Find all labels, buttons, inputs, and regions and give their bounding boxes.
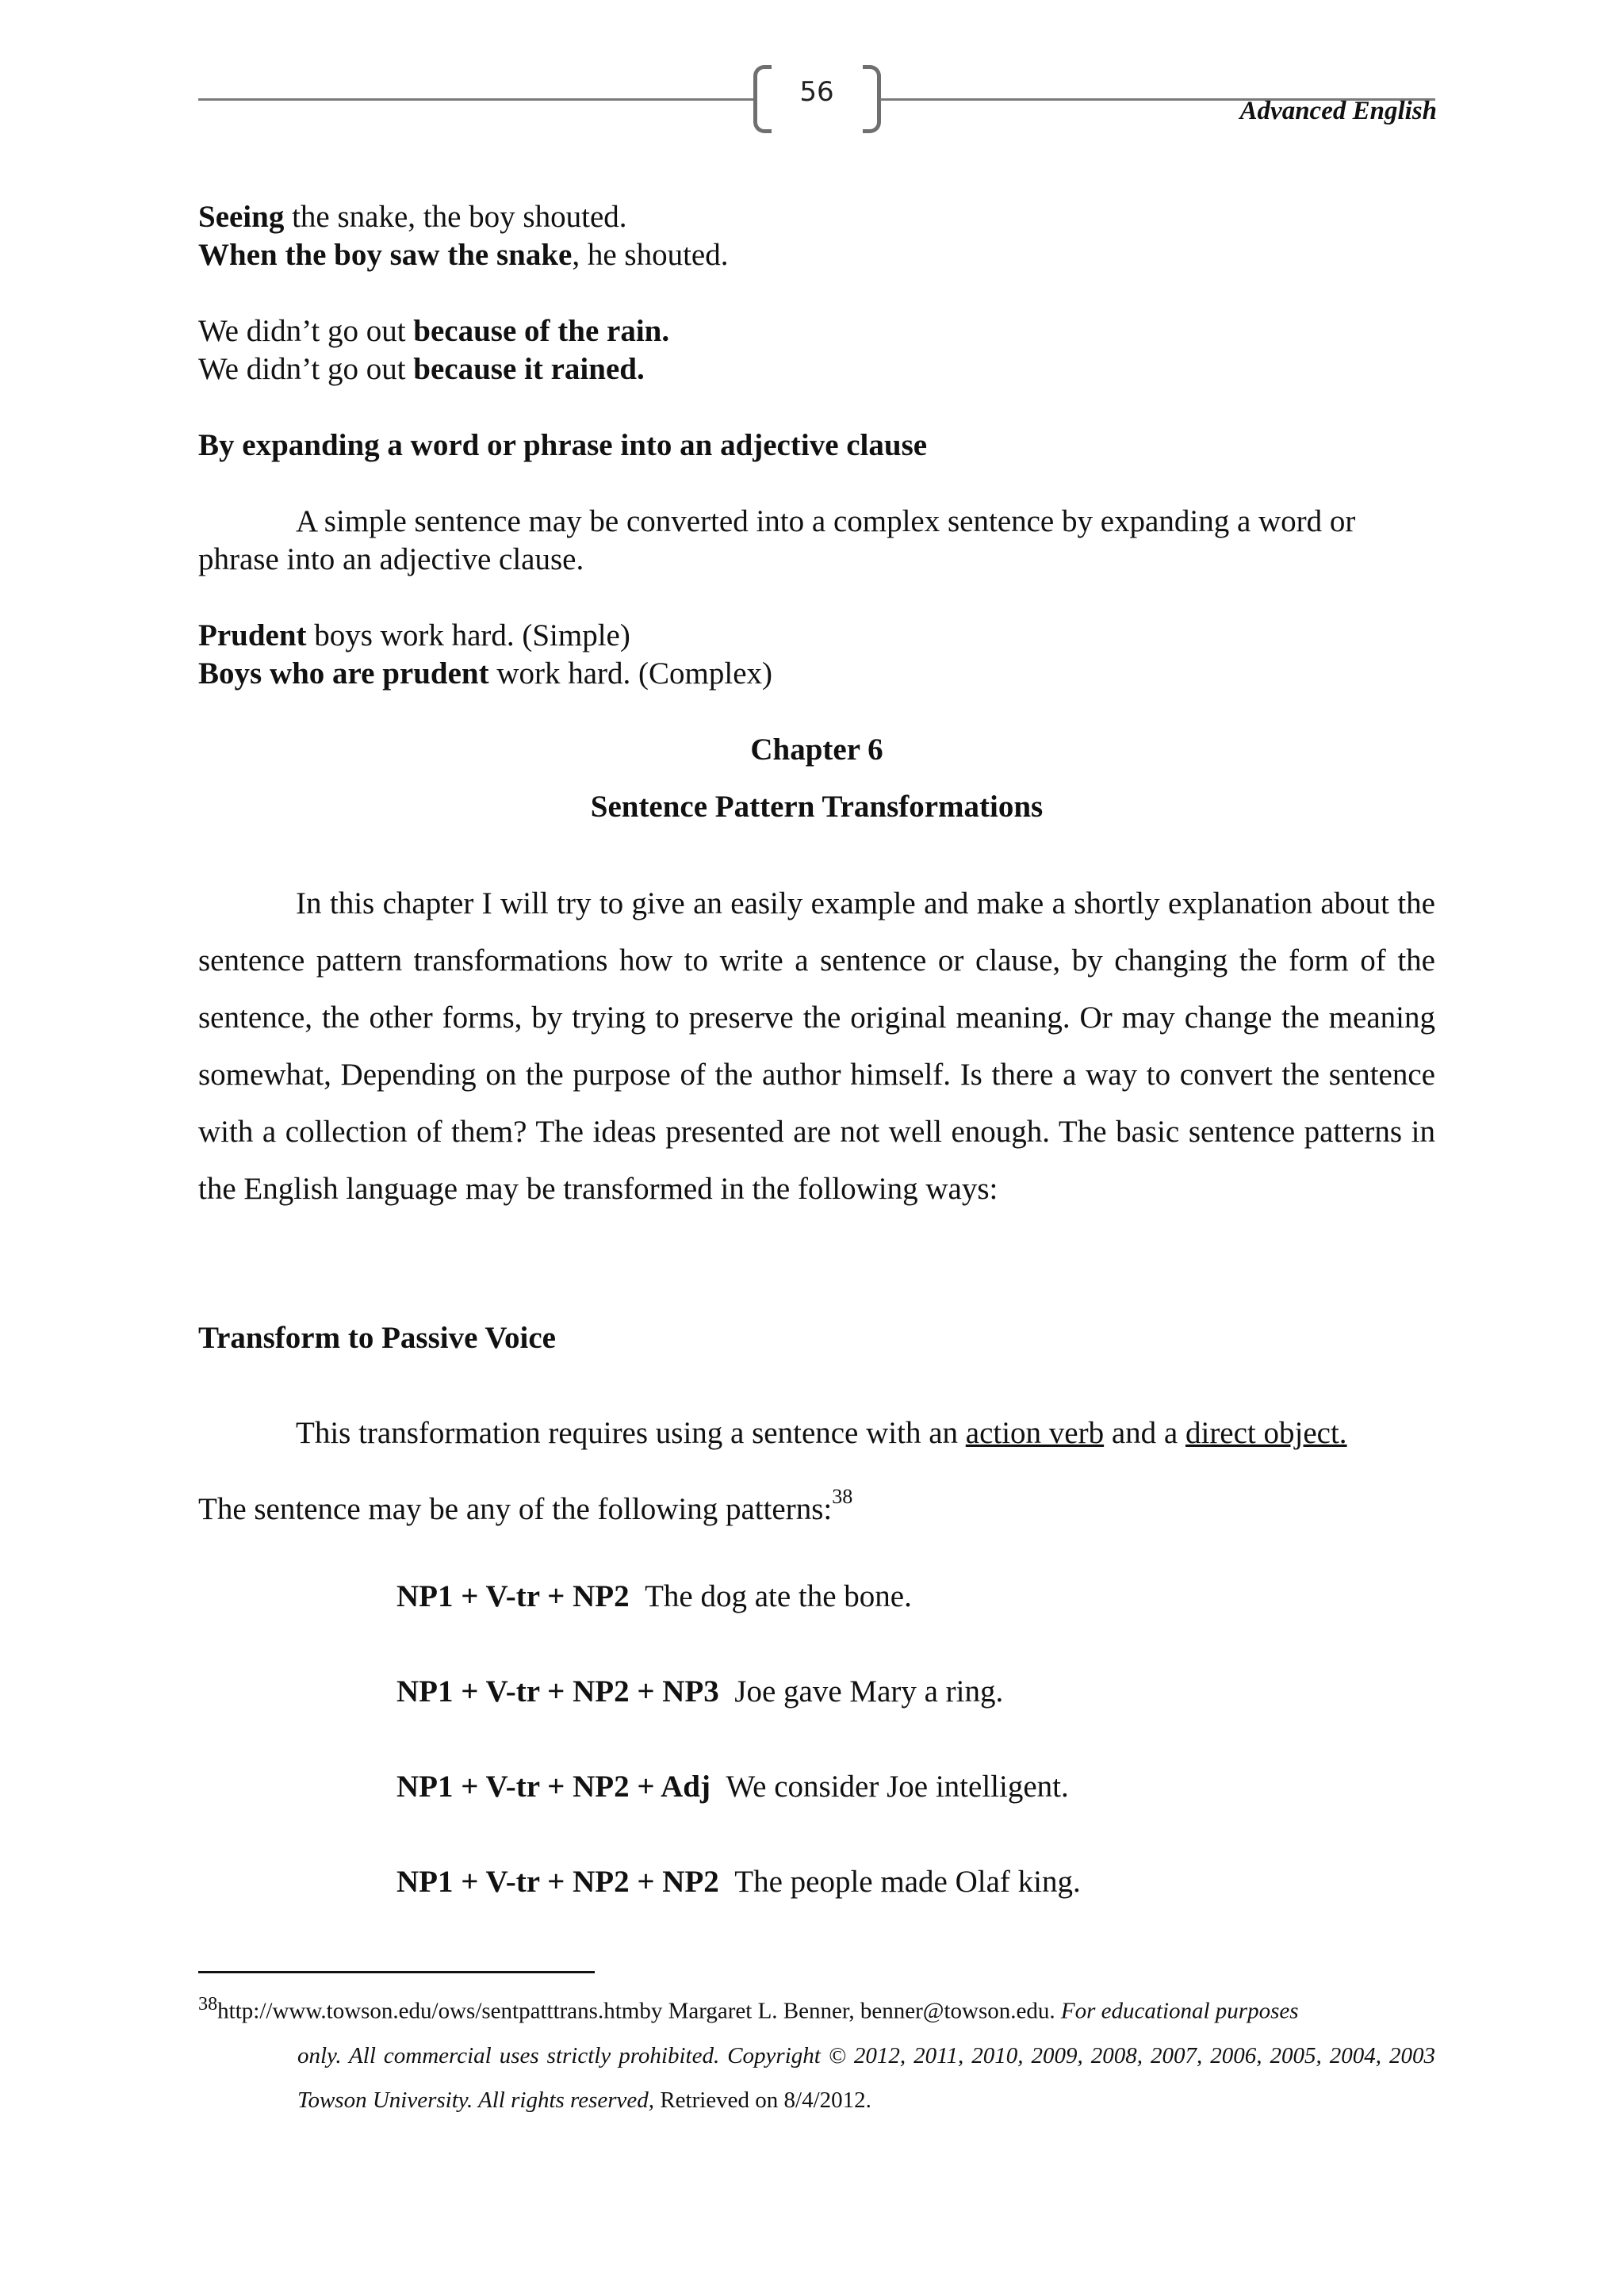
paragraph-text: This transformation requires using a sentence with an (296, 1416, 966, 1450)
pattern-example: We consider Joe intelligent. (726, 1770, 1069, 1804)
example-line (198, 350, 645, 388)
pattern-example: Joe gave Mary a ring. (734, 1674, 1004, 1709)
pattern-formula: NP1 + V-tr + NP2 (396, 1579, 630, 1613)
action-verb-link[interactable]: action verb (965, 1416, 1105, 1450)
example-bold: because it rained. (413, 352, 645, 386)
example-text: , he shouted. (572, 238, 729, 272)
paragraph-text: The sentence may be any of the following patterns: (198, 1492, 833, 1526)
paragraph-line (198, 1483, 852, 1529)
footnote (198, 1982, 1435, 2122)
page-number-bracket-left (753, 65, 772, 133)
example-bold: Seeing (198, 200, 285, 234)
pattern-formula: NP1 + V-tr + NP2 + NP3 (396, 1674, 719, 1709)
example-line (198, 198, 627, 236)
page-number-bracket-right (863, 65, 881, 133)
footnote-number: 38 (198, 1993, 218, 2015)
paragraph-line (296, 1414, 1347, 1452)
footnote-retrieved: Retrieved on 8/4/2012. (654, 2087, 871, 2113)
example-text: We didn’t go out (198, 352, 414, 386)
chapter-title: Sentence Pattern Transformations (590, 790, 1044, 824)
footnote-source: http://www.towson.edu/ows/sentpatttrans.htmby Margaret L. Benner, benner@towson.edu. (217, 1998, 1061, 2024)
footnote-reference[interactable]: 38 (832, 1485, 853, 1508)
pattern-example: The people made Olaf king. (734, 1865, 1081, 1899)
example-line (198, 655, 772, 693)
section-heading-adjective-clause: By expanding a word or phrase into an adjective clause (198, 428, 928, 462)
paragraph-line: phrase into an adjective clause. (198, 542, 584, 576)
example-line (198, 312, 669, 350)
footnote-italic-text: only. All commercial uses strictly prohibited. Copyright © 2012, 2011, 2010, 2009, 2008, 2007, 2006, 2005, 2004, 2003 Towson University. All rights reserved, (297, 2042, 1435, 2113)
pattern-line (396, 1863, 1081, 1901)
paragraph-text: and a (1104, 1416, 1185, 1450)
pattern-formula: NP1 + V-tr + NP2 + NP2 (396, 1865, 719, 1899)
chapter-intro-text: In this chapter I will try to give an easily example and make a shortly explanation about the sentence pattern transformations how to write a sentence or clause, by changing the form of the sentence, the other forms, by trying to preserve the original meaning. Or may change the meaning somewhat, Depending on the purpose of the author himself. Is there a way to convert the sentence with a collection of them? The ideas presented are not well enough. The basic sentence patterns in the English language may be transformed in the following ways: (198, 886, 1435, 1206)
example-text: boys work hard. (Simple) (306, 618, 630, 652)
pattern-line (396, 1673, 1003, 1711)
direct-object-link[interactable]: direct object. (1185, 1416, 1347, 1450)
example-text: We didn’t go out (198, 314, 414, 348)
example-line (198, 617, 630, 655)
footnote-separator (198, 1971, 595, 1973)
pattern-example: The dog ate the bone. (645, 1579, 912, 1613)
chapter-intro-paragraph (198, 875, 1435, 1218)
page-number: 56 (799, 76, 834, 108)
pattern-formula: NP1 + V-tr + NP2 + Adj (396, 1770, 710, 1804)
chapter-number: Chapter 6 (750, 733, 883, 767)
example-text: the snake, the boy shouted. (284, 200, 627, 234)
running-head: Advanced English (1239, 97, 1437, 125)
example-bold: because of the rain. (413, 314, 670, 348)
header-rule-left (198, 98, 753, 101)
example-text: work hard. (Complex) (488, 656, 772, 691)
footnote-italic-text: For educational purposes (1060, 1998, 1299, 2024)
example-bold: Boys who are prudent (198, 656, 489, 691)
section-heading-passive-voice: Transform to Passive Voice (198, 1321, 556, 1355)
footnote-continuation (198, 2034, 1435, 2122)
paragraph-line: A simple sentence may be converted into a complex sentence by expanding a word or (296, 504, 1356, 538)
example-line (198, 236, 728, 274)
pattern-line (396, 1768, 1069, 1806)
example-bold: Prudent (198, 618, 307, 652)
pattern-line (396, 1578, 912, 1616)
example-bold: When the boy saw the snake (198, 238, 573, 272)
